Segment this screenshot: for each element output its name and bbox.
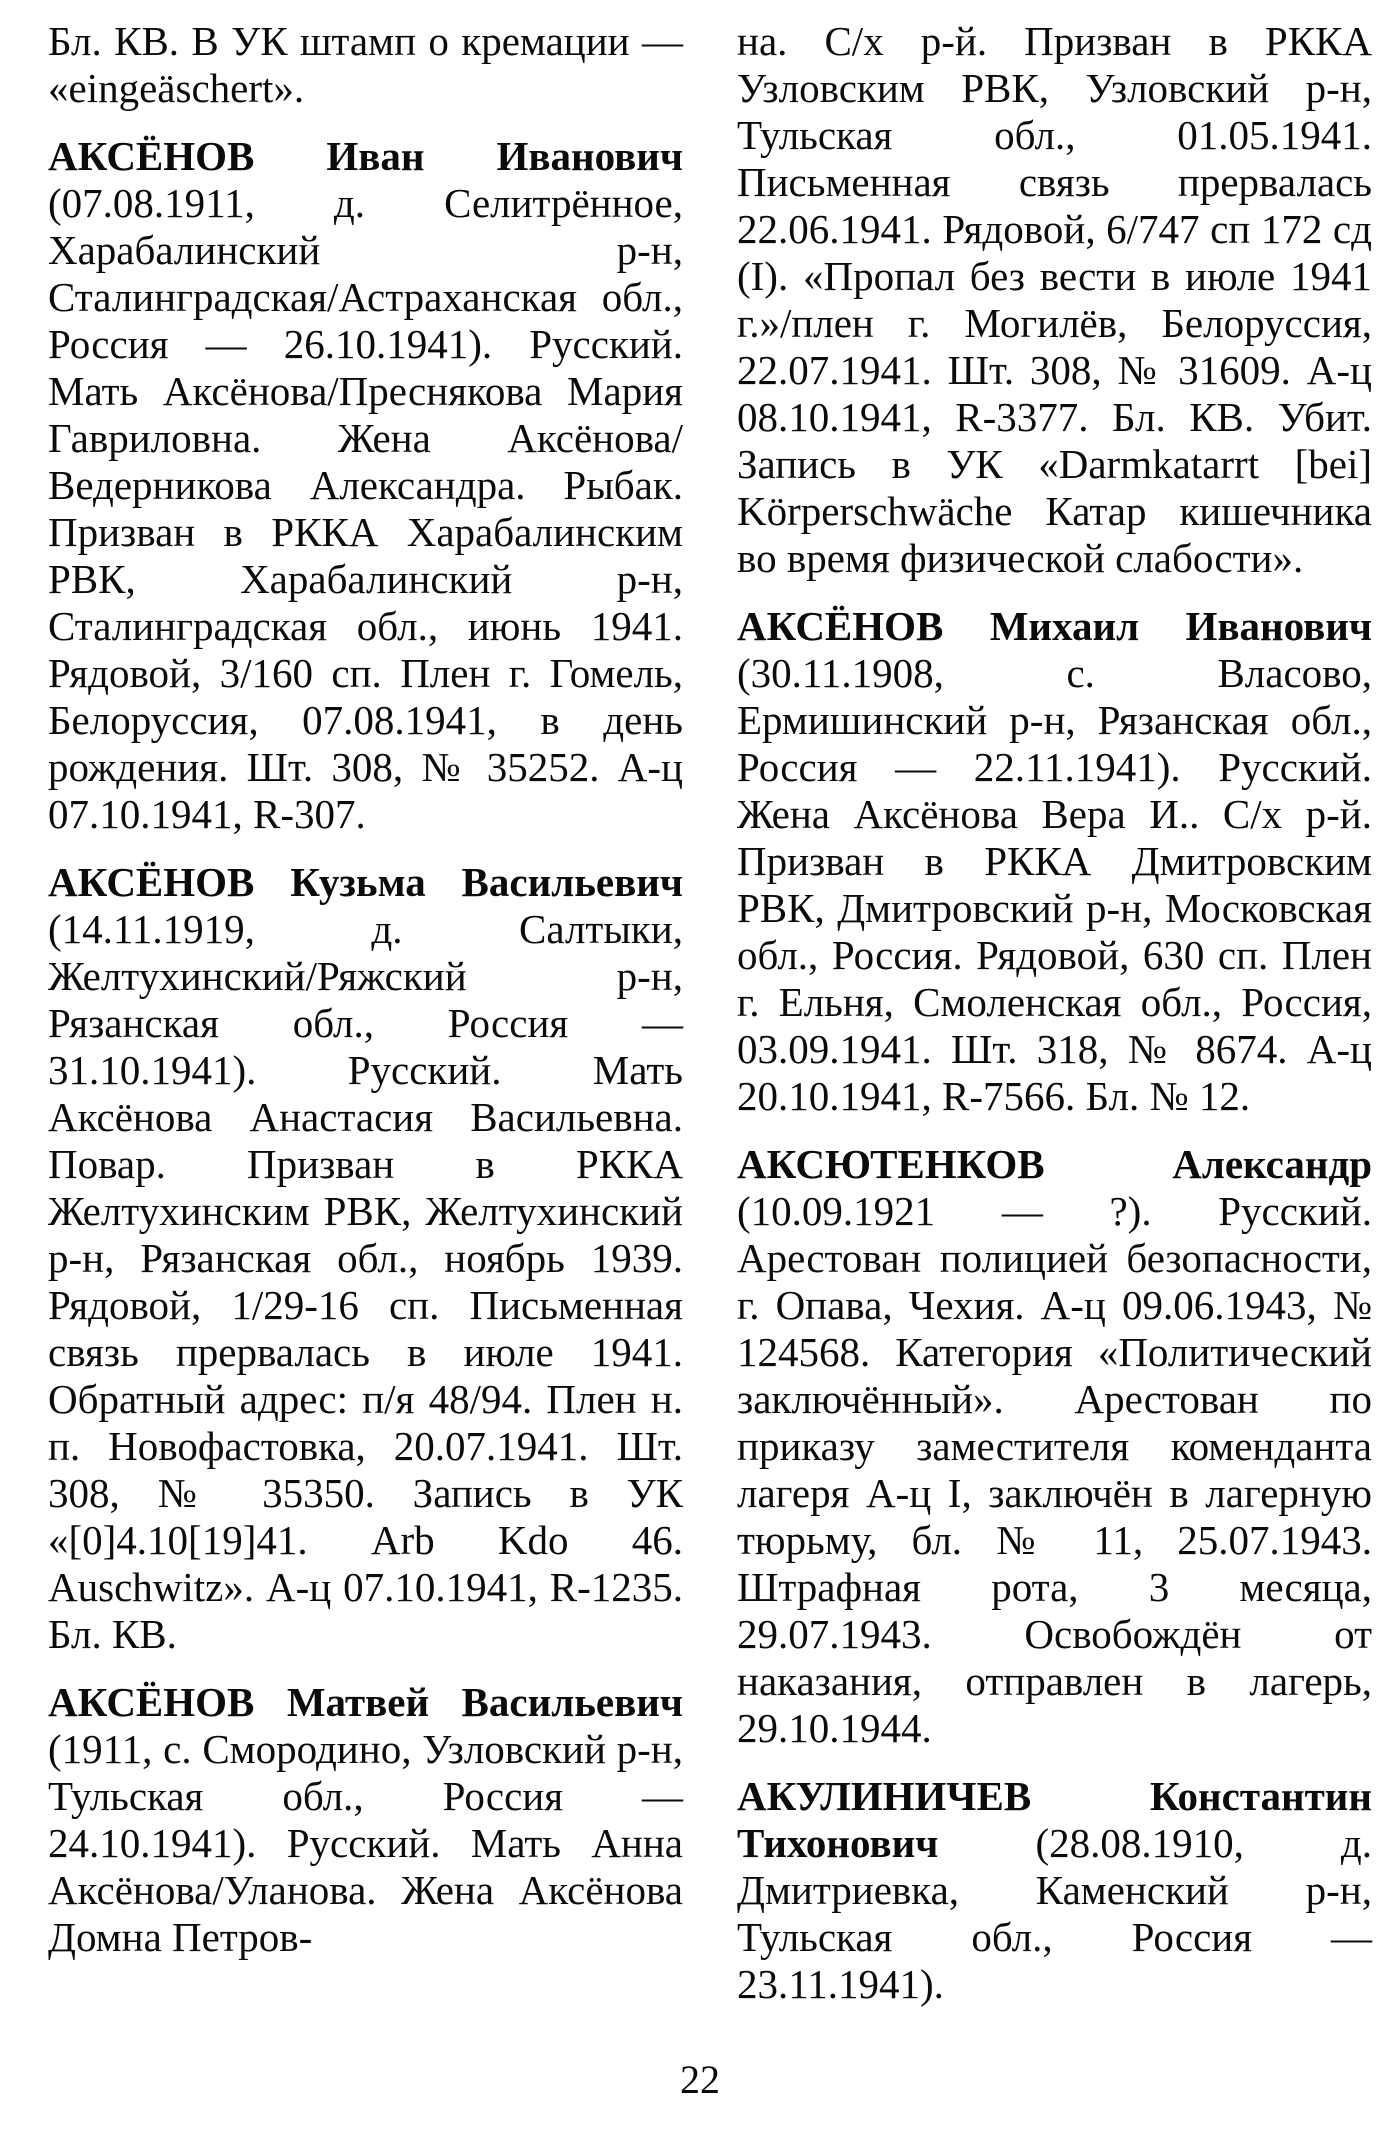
- entry-name: АКСЁНОВ Иван Иванович: [48, 133, 683, 179]
- entry-paragraph: [48, 133, 683, 838]
- entry-text: Бл. КВ. В УК штамп о кремации — «eingeäschert».: [48, 18, 683, 111]
- entry-paragraph: [737, 603, 1372, 1120]
- entry-name: АКУЛИНИЧЕВ Константин Тихонович: [737, 1773, 1372, 1866]
- entry-name: АКСЁНОВ Кузьма Васильевич: [48, 859, 683, 905]
- entry-text: на. С/х р-й. Призван в РККА Узловским РВК, Узловский р-н, Тульская обл., 01.05.1941. Письменная связь прервалась 22.06.1941. Рядовой, 6/747 сп 172 сд (I). «Пропал без вести в июле 1941 г.»/плен г. Могилёв, Белоруссия, 22.07.1941. Шт. 308, № 31609. А-ц 08.10.1941, R-3377. Бл. КВ. Убит. Запись в УК «Darmkatarrt [bei] Körperschwäche Катар кишечника во время физической слабости».: [737, 18, 1372, 581]
- continuation-paragraph: [48, 18, 683, 112]
- entry-paragraph: [48, 1679, 683, 1961]
- page-number: 22: [680, 2057, 720, 2102]
- entry-text: (14.11.1919, д. Салтыки, Желтухинский/Ряжский р-н, Рязанская обл., Россия — 31.10.1941). Русский. Мать Аксёнова Анастасия Васильевна. Повар. Призван в РККА Желтухинским РВК, Желтухинский р-н, Рязанская обл., ноябрь 1939. Рядовой, 1/29-16 сп. Письменная связь прервалась в июле 1941. Обратный адрес: п/я 48/94. Плен н. п. Новофастовка, 20.07.1941. Шт. 308, № 35350. Запись в УК «[0]4.10[19]41. Arb Kdo 46. Auschwitz». А-ц 07.10.1941, R-1235. Бл. КВ.: [48, 906, 683, 1657]
- entry-text: (1911, с. Смородино, Узловский р-н, Тульская обл., Россия — 24.10.1941). Русский. Мать Анна Аксёнова/Уланова. Жена Аксёнова Домна Петров-: [48, 1726, 683, 1960]
- entry-name: АКСЁНОВ Михаил Иванович: [737, 603, 1372, 649]
- continuation-paragraph: [737, 18, 1372, 582]
- entry-paragraph: [48, 859, 683, 1658]
- entry-text: (30.11.1908, с. Власово, Ермишинский р-н, Рязанская обл., Россия — 22.11.1941). Русский. Жена Аксёнова Вера И.. С/х р-й. Призван в РККА Дмитровским РВК, Дмитровский р-н, Московская обл., Россия. Рядовой, 630 сп. Плен г. Ельня, Смоленская обл., Россия, 03.09.1941. Шт. 318, № 8674. А-ц 20.10.1941, R-7566. Бл. № 12.: [737, 650, 1372, 1119]
- entry-name: АКСЮТЕНКОВ Александр: [737, 1141, 1372, 1187]
- entry-text: (10.09.1921 — ?). Русский. Арестован полицией безопасности, г. Опава, Чехия. А-ц 09.06.1943, № 124568. Категория «Политический заключённый». Арестован по приказу заместителя коменданта лагеря А-ц I, заключён в лагерную тюрьму, бл. № 11, 25.07.1943. Штрафная рота, 3 месяца, 29.07.1943. Освобождён от наказания, отправлен в лагерь, 29.10.1944.: [737, 1188, 1372, 1751]
- column-left: [48, 18, 683, 2008]
- column-right: [737, 18, 1372, 2008]
- entry-paragraph: [737, 1773, 1372, 2008]
- entry-name: АКСЁНОВ Матвей Васильевич: [48, 1679, 683, 1725]
- entry-text: (07.08.1911, д. Селитрённое, Харабалинский р-н, Сталинградская/Астраханская обл., Россия — 26.10.1941). Русский. Мать Аксёнова/Преснякова Мария Гавриловна. Жена Аксёнова/Ведерникова Александра. Рыбак. Призван в РККА Харабалинским РВК, Харабалинский р-н, Сталинградская обл., июнь 1941. Рядовой, 3/160 сп. Плен г. Гомель, Белоруссия, 07.08.1941, в день рождения. Шт. 308, № 35252. А-ц 07.10.1941, R-307.: [48, 180, 683, 837]
- entry-text: (28.08.1910, д. Дмитриевка, Каменский р-н, Тульская обл., Россия — 23.11.1941).: [737, 1820, 1372, 2007]
- entry-paragraph: [737, 1141, 1372, 1752]
